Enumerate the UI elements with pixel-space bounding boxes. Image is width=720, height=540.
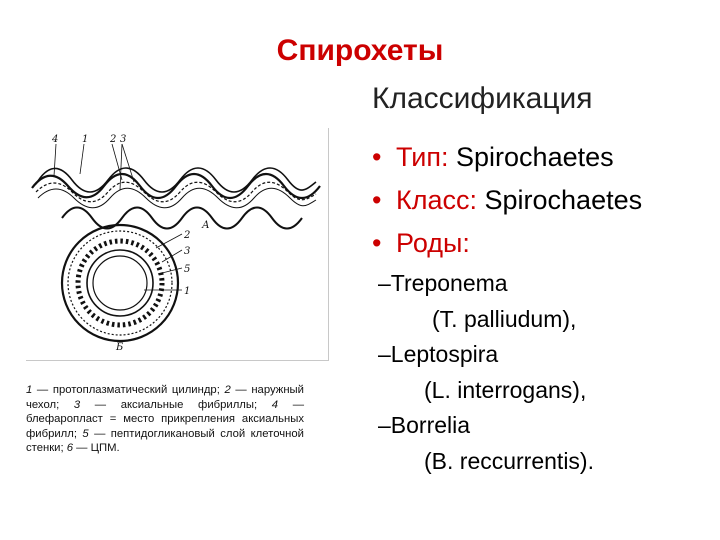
cross-section-sheath: [68, 231, 172, 335]
genus-leptospira: –Leptospira: [378, 341, 499, 367]
genera-list: [378, 266, 594, 479]
genus-treponema: –Treponema: [378, 270, 508, 296]
caption-num-1: 1: [26, 384, 33, 396]
label-3: 3: [120, 134, 127, 145]
caption-text-6: — ЦПМ.: [73, 442, 120, 455]
bullet-label: Класс:: [396, 185, 477, 215]
species-borrelia: (B. reccurrentis).: [424, 447, 594, 474]
cross-section-membrane: [93, 256, 147, 310]
leader-line: [80, 144, 84, 174]
caption-text-4: — блефаропласт = место прикрепления аксиальных фибрилл;: [26, 398, 304, 440]
caption-text-5: — пептидогликановый слой клеточной стенки;: [26, 427, 304, 455]
cross-section-peptidoglycan: [87, 250, 153, 316]
caption-num-4: 4: [271, 398, 279, 411]
bullet-dot-icon: •: [372, 228, 382, 258]
caption-text-1: — протоплазматический цилиндр;: [32, 384, 225, 396]
label-r5: 5: [184, 264, 191, 275]
bullet-type: [372, 136, 642, 179]
caption-num-2: 2: [224, 384, 231, 396]
classification-list: [372, 136, 642, 265]
bullet-genera: [372, 222, 642, 265]
label-2: 2: [110, 134, 117, 145]
caption-text-2: — наружный чехол;: [26, 384, 304, 411]
spirochete-diagram: [26, 128, 329, 361]
label-b: Б: [116, 342, 124, 353]
slide-subtitle: Классификация: [372, 82, 593, 115]
bullet-value: Spirochaetes: [448, 142, 614, 172]
caption-num-5: 5: [82, 427, 89, 440]
bullet-label: Роды:: [396, 228, 470, 258]
spirochete-drawing: [26, 128, 328, 360]
caption-text-3: — аксиальные фибриллы;: [80, 398, 272, 411]
genus-borrelia: –Borrelia: [378, 412, 471, 438]
spirochete-helix-tail: [62, 208, 302, 229]
leader-line: [54, 144, 56, 176]
label-a: А: [202, 220, 210, 231]
label-r3: 3: [184, 246, 191, 257]
label-4: 4: [52, 134, 59, 145]
label-r1: 1: [184, 286, 191, 297]
bullet-class: [372, 179, 642, 222]
leader-line: [162, 250, 182, 262]
bullet-value: Spirochaetes: [477, 185, 643, 215]
label-r2: 2: [184, 230, 191, 241]
caption-num-3: 3: [73, 398, 81, 411]
slide-title: Спирохеты: [276, 34, 444, 67]
bullet-dot-icon: •: [372, 185, 382, 215]
label-1: 1: [82, 134, 89, 145]
species-treponema: (T. palliudum),: [432, 305, 577, 332]
figure-caption: [26, 383, 304, 456]
caption-num-6: 6: [66, 442, 74, 455]
cross-section-fibril-ring: [78, 241, 162, 325]
bullet-label: Тип:: [396, 142, 449, 172]
bullet-dot-icon: •: [372, 142, 382, 172]
species-leptospira: (L. interrogans),: [424, 376, 587, 403]
